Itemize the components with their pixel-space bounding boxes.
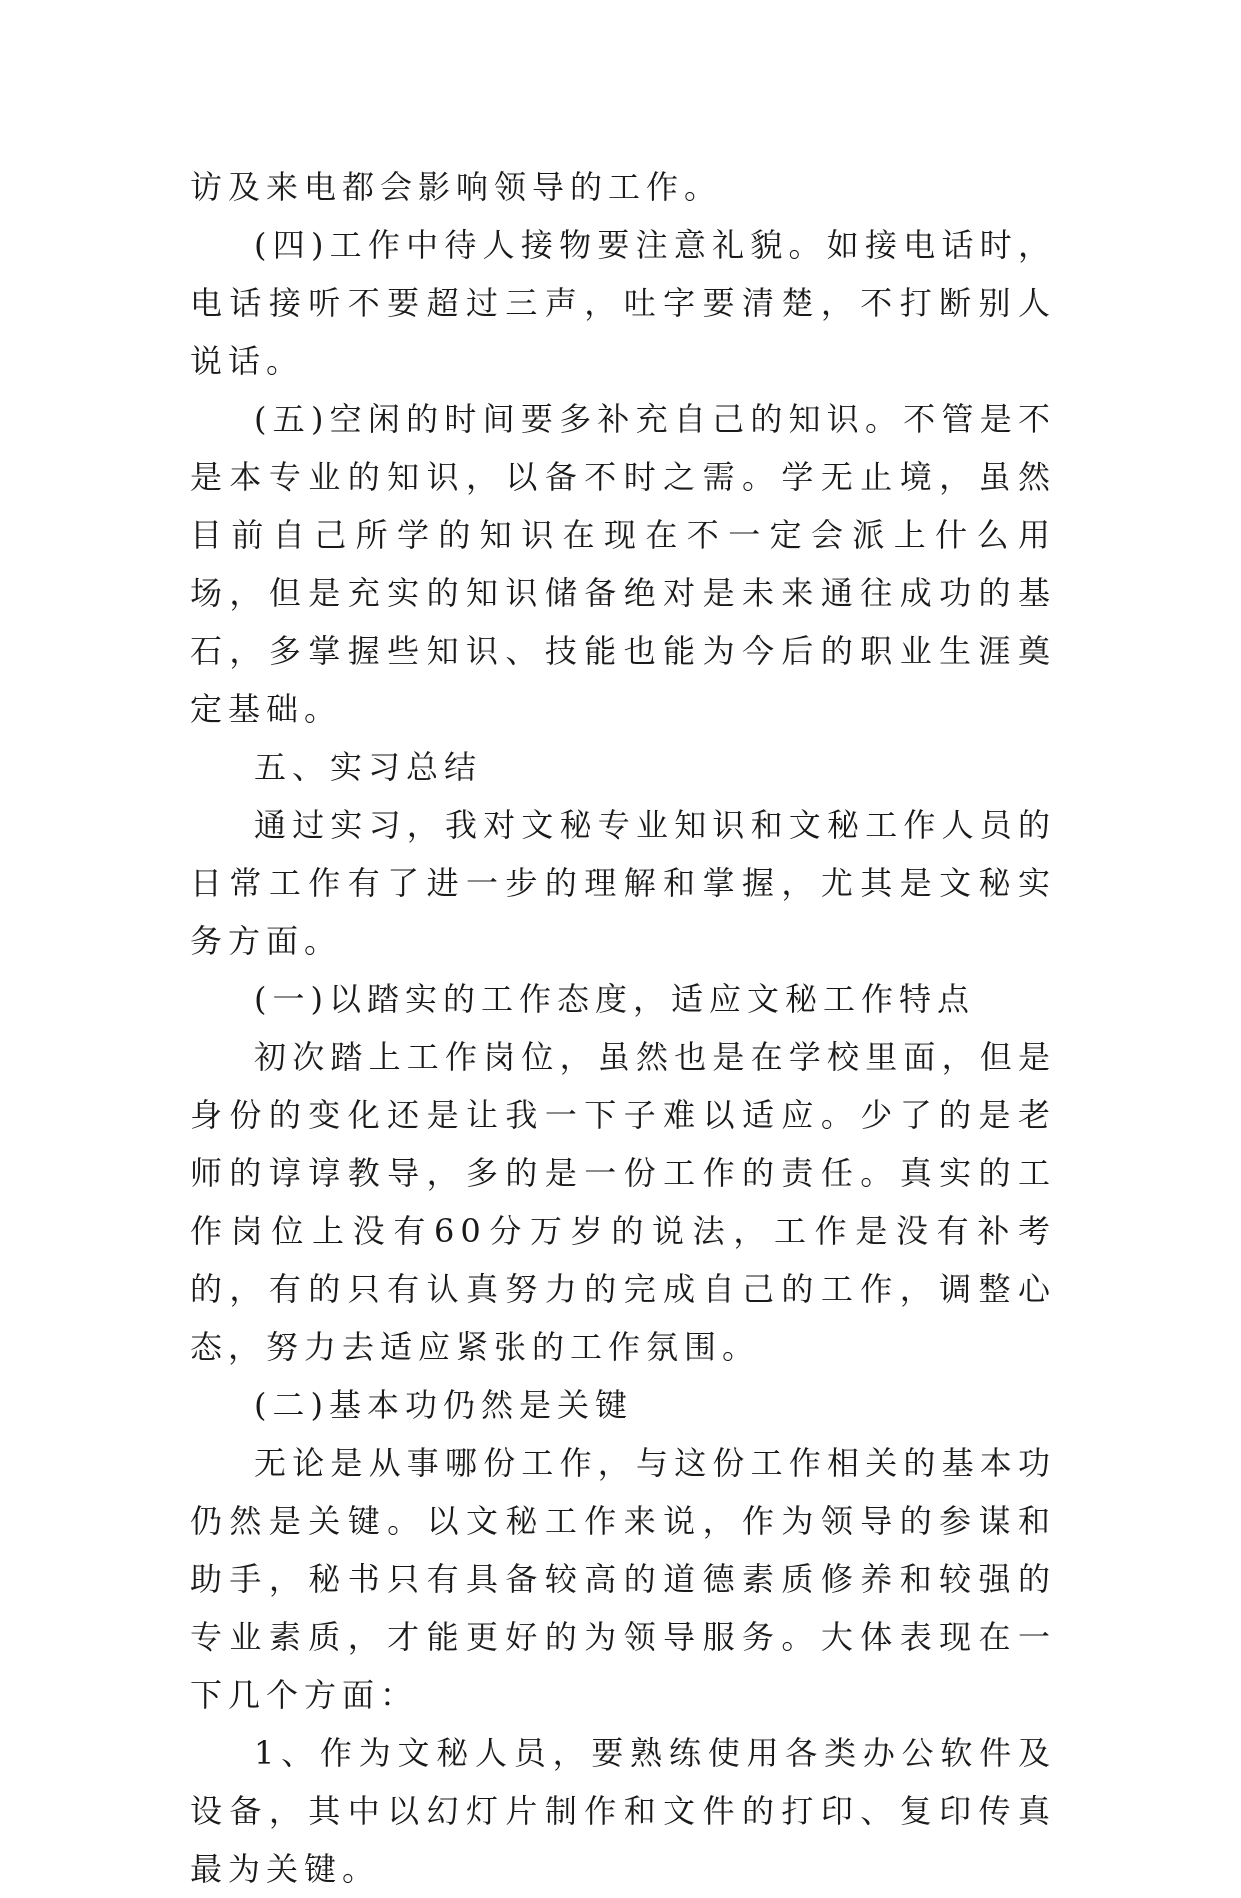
paragraph-summary-intro: 通过实习，我对文秘专业知识和文秘工作人员的日常工作有了进一步的理解和掌握，尤其是文秘实务方面。 <box>190 806 1056 960</box>
paragraph-item-four: (四)工作中待人接物要注意礼貌。如接电话时，电话接听不要超过三声，吐字要清楚，不打断别人说话。 <box>190 226 1056 380</box>
paragraph-subsection-two: 无论是从事哪份工作，与这份工作相关的基本功仍然是关键。以文秘工作来说，作为领导的参谋和助手，秘书只有具备较高的道德素质修养和较强的专业素质，才能更好的为领导服务。大体表现在一下几个方面： <box>190 1444 1056 1714</box>
subheading-two: (二)基本功仍然是关键 <box>254 1386 633 1424</box>
section-heading-summary: 五、实习总结 <box>254 748 483 786</box>
paragraph-point-one: 1、作为文秘人员，要熟练使用各类办公软件及设备，其中以幻灯片制作和文件的打印、复印传真最为关键。 <box>190 1734 1056 1888</box>
paragraph-item-five: (五)空闲的时间要多补充自己的知识。不管是不是本专业的知识，以备不时之需。学无止境，虽然目前自己所学的知识在现在不一定会派上什么用场，但是充实的知识储备绝对是未来通往成功的基石，多掌握些知识、技能也能为今后的职业生涯奠定基础。 <box>190 400 1056 728</box>
paragraph-continuation: 访及来电都会影响领导的工作。 <box>190 168 723 206</box>
document-body <box>190 158 1056 1898</box>
subheading-one: (一)以踏实的工作态度，适应文秘工作特点 <box>254 980 975 1018</box>
paragraph-subsection-one: 初次踏上工作岗位，虽然也是在学校里面，但是身份的变化还是让我一下子难以适应。少了的是老师的谆谆教导，多的是一份工作的责任。真实的工作岗位上没有60分万岁的说法，工作是没有补考的，有的只有认真努力的完成自己的工作，调整心态，努力去适应紧张的工作氛围。 <box>190 1038 1056 1366</box>
